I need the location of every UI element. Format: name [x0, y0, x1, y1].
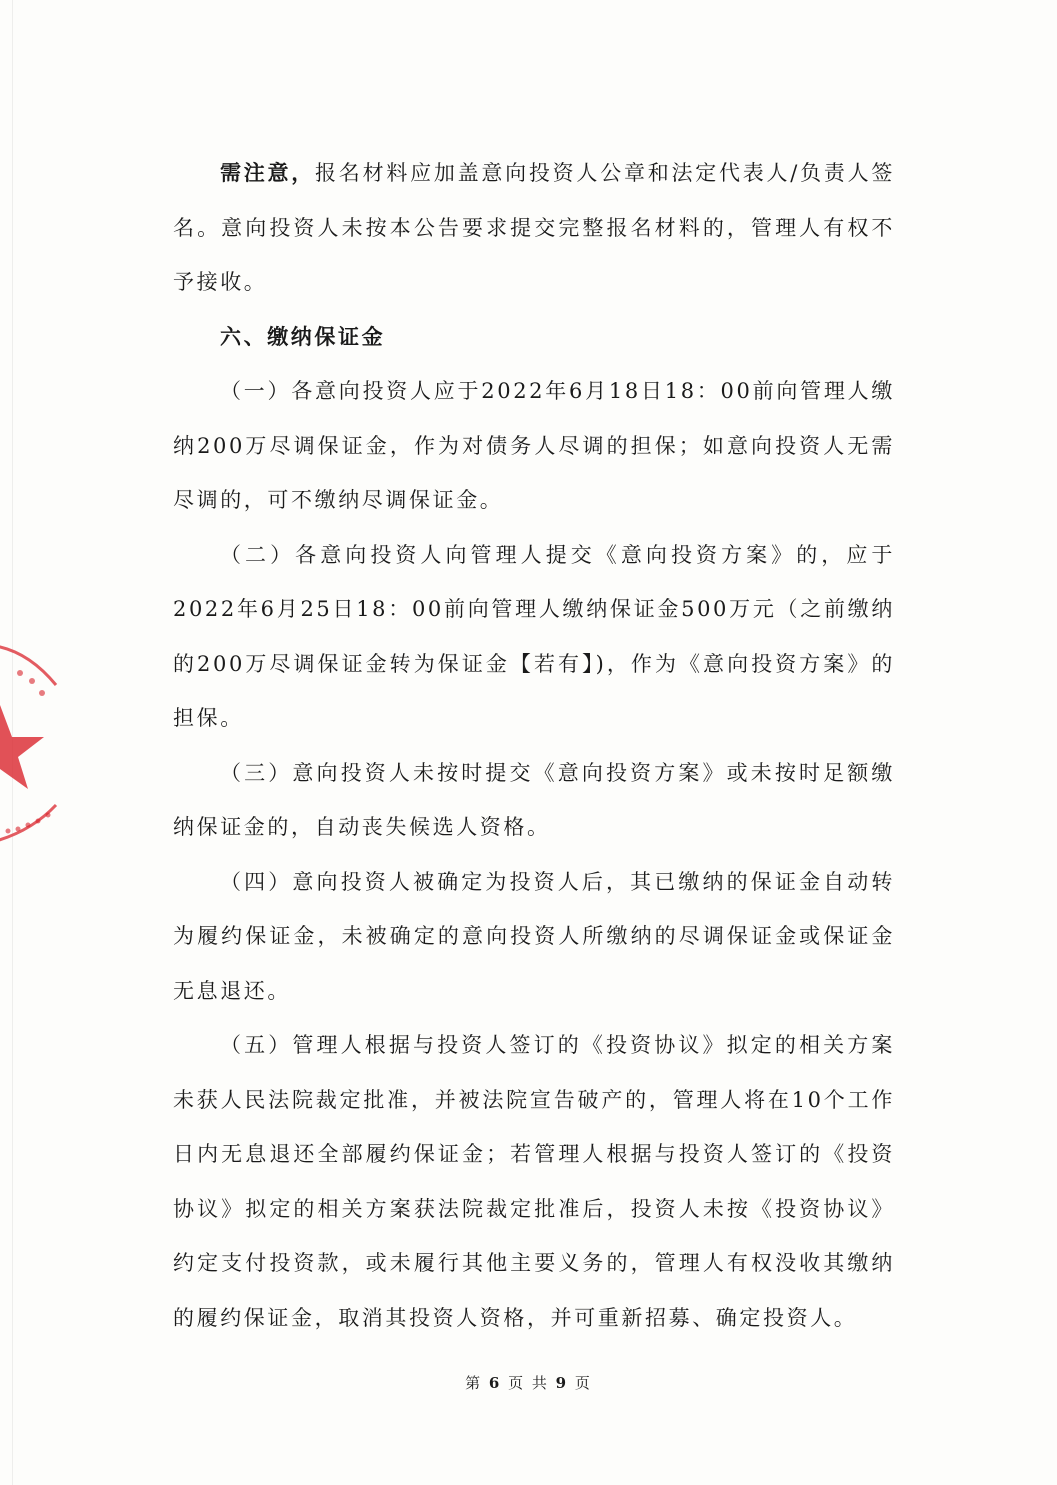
notice-text: 报名材料应加盖意向投资人公章和法定代表人/负责人签名。意向投资人未按本公告要求提交完整报名材料的，管理人有权不予接收。 [173, 161, 895, 294]
paragraph-3: （三）意向投资人未按时提交《意向投资方案》或未按时足额缴纳保证金的，自动丧失候选人资格。 [173, 760, 895, 839]
section-heading: 六、缴纳保证金 [220, 323, 386, 349]
paragraph-2: （二）各意向投资人向管理人提交《意向投资方案》的，应于2022年6月25日18：00前向管理人缴纳保证金500万元（之前缴纳的200万尽调保证金转为保证金【若有】)，作为《意向投资方案》的担保。 [173, 542, 895, 730]
paragraph-5: （五）管理人根据与投资人签订的《投资协议》拟定的相关方案未获人民法院裁定批准，并被法院宣告破产的，管理人将在10个工作日内无息退还全部履约保证金；若管理人根据与投资人签订的《投资协议》拟定的相关方案获法院裁定批准后，投资人未按《投资协议》约定支付投资款，或未履行其他主要义务的，管理人有权没收其缴纳的履约保证金，取消其投资人资格，并可重新招募、确定投资人。 [173, 1033, 895, 1330]
footer-middle: 页 共 [508, 1374, 549, 1392]
page-footer [0, 1372, 1057, 1393]
footer-total-pages: 9 [555, 1374, 569, 1392]
official-seal-partial [0, 625, 60, 865]
footer-current-page: 6 [488, 1374, 502, 1392]
paragraph-1: （一）各意向投资人应于2022年6月18日18：00前向管理人缴纳200万尽调保证金，作为对债务人尽调的担保；如意向投资人无需尽调的，可不缴纳尽调保证金。 [173, 379, 895, 512]
footer-suffix: 页 [574, 1374, 592, 1392]
footer-prefix: 第 [465, 1374, 483, 1392]
notice-bold-lead: 需注意， [220, 160, 316, 185]
paragraph-4: （四）意向投资人被确定为投资人后，其已缴纳的保证金自动转为履约保证金，未被确定的意向投资人所缴纳的尽调保证金或保证金无息退还。 [173, 869, 895, 1003]
notice-paragraph [173, 146, 895, 310]
document-body [173, 146, 895, 1345]
